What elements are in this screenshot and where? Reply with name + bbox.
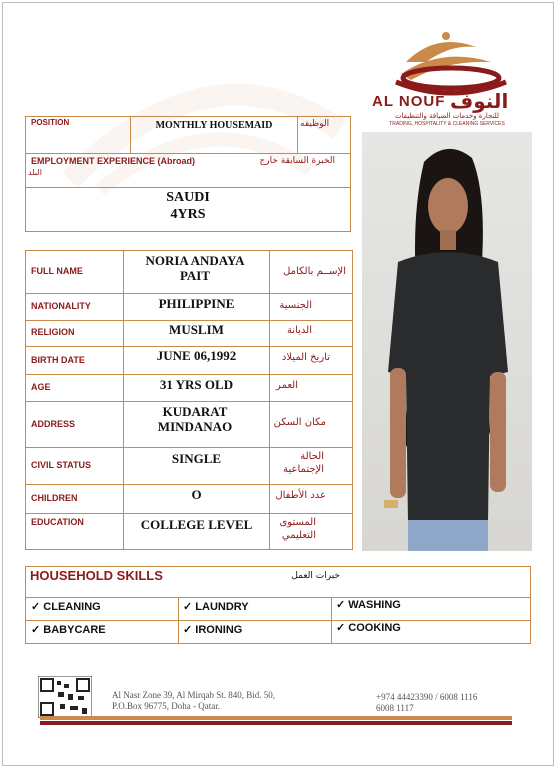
check-icon: ✓ [183,624,193,636]
children-value: O [191,487,202,502]
civil-status-value: SINGLE [171,451,222,466]
children-label-ar: عدد الأطفال [275,490,326,501]
education-value: COLLEGE LEVEL [140,517,253,532]
address-label: ADDRESS [31,419,76,429]
nationality-value: PHILIPPINE [158,296,235,311]
skill-laundry [183,600,249,613]
skill-label: CLEANING [43,601,101,613]
skill-label: WASHING [348,599,401,611]
row-divider [25,346,353,347]
age-label-ar: العمر [276,380,298,391]
check-icon: ✓ [31,624,41,636]
brand-name-ar: النوف [450,89,509,113]
experience-label: EMPLOYMENT EXPERIENCE (Abroad) [31,156,196,166]
candidate-photo [362,132,532,551]
experience-years: 4YRS [170,207,206,222]
footer-phone-2: 6008 1117 [376,703,414,713]
skill-washing [336,598,401,611]
position-label: POSITION [31,118,70,127]
skill-label: LAUNDRY [195,601,249,613]
experience-label-ar: الخبرة السابقة خارج [259,156,335,166]
birth-date-label: BIRTH DATE [31,355,85,365]
check-icon: ✓ [336,599,346,611]
position-divider [130,116,131,154]
qr-code-icon [38,676,92,718]
row-divider [25,401,353,402]
brand-name-en: AL NOUF [372,93,446,110]
skills-row-divider [25,620,531,621]
full-name-label-ar: الإســم بالكامل [283,266,346,277]
skill-label: COOKING [348,622,401,634]
religion-label-ar: الديانة [286,325,312,336]
education-label: EDUCATION [31,517,84,527]
footer-address-1: Al Nasr Zone 39, Al Mirqab St. 840, Bid. 50, [112,690,275,700]
details-col-divider-1 [123,250,124,550]
check-icon: ✓ [336,622,346,634]
full-name-label: FULL NAME [31,266,83,276]
education-label-ar: المستوى التعليمي [279,517,316,541]
skill-label: BABYCARE [43,624,106,636]
full-name-value: NORIA ANDAYA PAIT [145,253,245,283]
row-divider [25,320,353,321]
skill-ironing [183,623,242,636]
religion-value: MUSLIM [169,322,224,337]
birth-date-label-ar: تاريخ الميلاد [281,352,330,363]
position-value: MONTHLY HOUSEMAID [155,120,273,131]
skill-babycare [31,623,106,636]
nationality-label-ar: الجنسية [279,300,312,311]
children-label: CHILDREN [31,493,78,503]
row-divider [25,513,353,514]
skill-cooking [336,621,401,634]
row-divider [25,293,353,294]
address-label-ar: مكان السكن [273,417,326,428]
footer-phone-1: +974 44423390 / 6008 1116 [376,692,478,702]
row-divider [25,484,353,485]
check-icon: ✓ [183,601,193,613]
check-icon: ✓ [31,601,41,613]
skill-cleaning [31,600,101,613]
brand-subtitle-ar: للتجارة وخدمات الضيافة والتنظيفات [394,112,500,120]
civil-status-label: CIVIL STATUS [31,460,92,470]
age-label: AGE [31,382,51,392]
brand-subtitle-en: TRADING, HOSPITALITY & CLEANING SERVICES [389,121,505,127]
row-divider [25,374,353,375]
civil-status-label-ar: الحالة الإجتماعية [283,451,324,475]
experience-label-ar-2: البلد [28,168,42,177]
details-col-divider-2 [269,250,270,550]
footer-rule-maroon [40,721,512,725]
age-value: 31 YRS OLD [159,377,234,392]
nationality-label: NATIONALITY [31,301,91,311]
skills-title-ar: خبرات العمل [291,571,340,581]
skills-title: HOUSEHOLD SKILLS [30,568,163,583]
experience-country: SAUDI [166,190,210,205]
birth-date-value: JUNE 06,1992 [156,348,237,363]
position-divider-2 [297,116,298,154]
skill-label: IRONING [195,624,243,636]
religion-label: RELIGION [31,327,75,337]
details-table [25,250,353,550]
footer-address-2: P.O.Box 96775, Doha - Qatar. [112,701,220,711]
row-divider [25,447,353,448]
footer-rule-gold [40,716,512,720]
address-value: KUDARAT MINDANAO [157,404,233,434]
position-label-ar: الوظيفه [300,119,330,129]
